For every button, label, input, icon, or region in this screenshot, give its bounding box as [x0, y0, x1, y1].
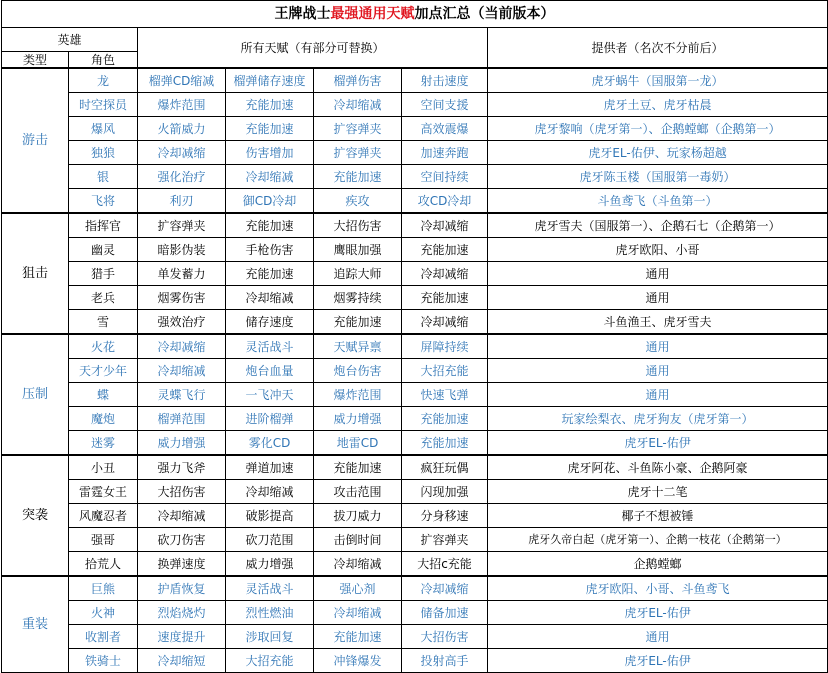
provider-cell: 虎牙陈玉楼（国服第一毒奶） — [488, 165, 828, 189]
provider-cell: 虎牙雪夫（国服第一）、企鹅石七（企鹅第一） — [488, 213, 828, 238]
table-row — [2, 334, 828, 359]
talent-cell: 地雷CD — [314, 431, 402, 456]
title-prefix: 王牌战士 — [274, 6, 331, 22]
talent-cell: 砍刀伤害 — [138, 528, 226, 552]
talent-cell: 高效震爆 — [402, 117, 488, 141]
providers-header: 提供者（名次不分前后） — [488, 28, 828, 69]
talent-cell: 强效治疗 — [138, 310, 226, 335]
group-3 — [2, 455, 828, 576]
table-row — [2, 93, 828, 117]
talent-cell: 爆炸范围 — [138, 93, 226, 117]
talent-cell: 威力增强 — [314, 407, 402, 431]
talent-cell: 充能加速 — [402, 407, 488, 431]
talent-cell: 强化治疗 — [138, 165, 226, 189]
talent-cell: 烈焰烧灼 — [138, 601, 226, 625]
talent-cell: 冷却减缩 — [138, 334, 226, 359]
provider-cell: 虎牙EL-佑伊 — [488, 431, 828, 456]
talent-cell: 充能加速 — [314, 455, 402, 480]
talent-cell: 灵活战斗 — [226, 576, 314, 601]
group-1 — [2, 213, 828, 334]
provider-cell: 企鹅螳螂 — [488, 552, 828, 577]
talent-cell: 换弹速度 — [138, 552, 226, 577]
talent-cell: 手枪伤害 — [226, 238, 314, 262]
role-cell: 火花 — [69, 334, 138, 359]
table-row — [2, 552, 828, 577]
talent-cell: 冷却缩减 — [314, 601, 402, 625]
table-row — [2, 141, 828, 165]
talent-cell: 扩容弹夹 — [314, 141, 402, 165]
talent-cell: 冷却缩减 — [314, 552, 402, 577]
talent-cell: 速度提升 — [138, 625, 226, 649]
talent-cell: 充能加速 — [314, 625, 402, 649]
table-row — [2, 238, 828, 262]
talent-cell: 鹰眼加强 — [314, 238, 402, 262]
talent-cell: 空间持续 — [402, 165, 488, 189]
talent-cell: 扩容弹夹 — [138, 213, 226, 238]
table-row — [2, 407, 828, 431]
talent-cell: 分身移速 — [402, 504, 488, 528]
talent-cell: 烟雾伤害 — [138, 286, 226, 310]
talent-cell: 充能加速 — [402, 238, 488, 262]
table-row — [2, 625, 828, 649]
role-cell: 指挥官 — [69, 213, 138, 238]
role-cell: 收割者 — [69, 625, 138, 649]
talent-cell: 扩容弹夹 — [314, 117, 402, 141]
role-cell: 银 — [69, 165, 138, 189]
talent-cell: 击倒时间 — [314, 528, 402, 552]
table-row — [2, 165, 828, 189]
talent-cell: 烈性燃油 — [226, 601, 314, 625]
talent-cell: 快速飞弹 — [402, 383, 488, 407]
provider-cell: 通用 — [488, 334, 828, 359]
role-cell: 迷雾 — [69, 431, 138, 456]
talent-cell: 御CD冷却 — [226, 189, 314, 214]
provider-cell: 虎牙欧阳、小哥、斗鱼鸢飞 — [488, 576, 828, 601]
provider-cell: 虎牙土豆、虎牙枯晨 — [488, 93, 828, 117]
talent-cell: 威力增强 — [226, 552, 314, 577]
talent-cell: 冷却缩减 — [138, 359, 226, 383]
provider-cell: 通用 — [488, 625, 828, 649]
talent-cell: 进阶榴弹 — [226, 407, 314, 431]
talent-cell: 冲锋爆发 — [314, 649, 402, 673]
talent-cell: 炮台血量 — [226, 359, 314, 383]
talent-cell: 大招伤害 — [402, 625, 488, 649]
role-cell: 老兵 — [69, 286, 138, 310]
type-cell: 重装 — [2, 576, 69, 673]
type-cell: 游击 — [2, 68, 69, 213]
talent-cell: 爆炸范围 — [314, 383, 402, 407]
talent-cell: 破影提高 — [226, 504, 314, 528]
role-cell: 火神 — [69, 601, 138, 625]
talent-cell: 充能加速 — [314, 310, 402, 335]
talent-cell: 射击速度 — [402, 68, 488, 93]
role-cell: 飞将 — [69, 189, 138, 214]
talent-cell: 烟雾持续 — [314, 286, 402, 310]
talent-cell: 冷却缩减 — [226, 480, 314, 504]
talent-cell: 投射高手 — [402, 649, 488, 673]
provider-cell: 虎牙蜗牛（国服第一龙） — [488, 68, 828, 93]
role-cell: 天才少年 — [69, 359, 138, 383]
table-row — [2, 383, 828, 407]
talent-cell: 屏障持续 — [402, 334, 488, 359]
talent-summary-table — [1, 0, 828, 673]
role-header: 角色 — [69, 52, 138, 69]
role-cell: 魔炮 — [69, 407, 138, 431]
table-row — [2, 649, 828, 673]
talent-cell: 冷却减缩 — [138, 141, 226, 165]
provider-cell: 虎牙EL-佑伊 — [488, 649, 828, 673]
provider-cell: 通用 — [488, 286, 828, 310]
talent-cell: 涉取回复 — [226, 625, 314, 649]
table-row — [2, 286, 828, 310]
title-suffix: 加点汇总（当前版本） — [414, 6, 555, 22]
group-2 — [2, 334, 828, 455]
provider-cell: 虎牙十二笔 — [488, 480, 828, 504]
role-cell: 龙 — [69, 68, 138, 93]
table-row — [2, 576, 828, 601]
provider-cell: 虎牙EL-佑伊、玩家杨超越 — [488, 141, 828, 165]
talent-cell: 弹道加速 — [226, 455, 314, 480]
talent-cell: 储存速度 — [226, 310, 314, 335]
role-cell: 爆风 — [69, 117, 138, 141]
role-cell: 蝶 — [69, 383, 138, 407]
talent-cell: 冷却缩短 — [138, 649, 226, 673]
talent-cell: 天赋异禀 — [314, 334, 402, 359]
type-cell: 突袭 — [2, 455, 69, 576]
talent-cell: 一飞冲天 — [226, 383, 314, 407]
talent-cell: 伤害增加 — [226, 141, 314, 165]
role-cell: 巨熊 — [69, 576, 138, 601]
role-cell: 小丑 — [69, 455, 138, 480]
talent-cell: 大招充能 — [226, 649, 314, 673]
role-cell: 雪 — [69, 310, 138, 335]
talent-cell: 强力飞斧 — [138, 455, 226, 480]
role-cell: 独狼 — [69, 141, 138, 165]
talent-cell: 空间支援 — [402, 93, 488, 117]
title-highlight: 最强通用天赋 — [330, 6, 415, 22]
talent-cell: 护盾恢复 — [138, 576, 226, 601]
talent-cell: 火箭威力 — [138, 117, 226, 141]
talent-cell: 榴弹CD缩减 — [138, 68, 226, 93]
talent-cell: 大招伤害 — [314, 213, 402, 238]
type-cell: 狙击 — [2, 213, 69, 334]
talent-cell: 充能加速 — [226, 262, 314, 286]
provider-cell: 虎牙黎响（虎牙第一）、企鹅螳螂（企鹅第一） — [488, 117, 828, 141]
talent-cell: 炮台伤害 — [314, 359, 402, 383]
talent-cell: 储备加速 — [402, 601, 488, 625]
talent-cell: 疾攻 — [314, 189, 402, 214]
talent-cell: 闪现加强 — [402, 480, 488, 504]
provider-cell: 虎牙久帝白起（虎牙第一）、企鹅一枝花（企鹅第一） — [488, 528, 828, 552]
talent-cell: 单发蓄力 — [138, 262, 226, 286]
talent-cell: 砍刀范围 — [226, 528, 314, 552]
table-row — [2, 528, 828, 552]
talent-cell: 大招伤害 — [138, 480, 226, 504]
group-0 — [2, 68, 828, 213]
talent-cell: 冷却缩减 — [226, 165, 314, 189]
provider-cell: 通用 — [488, 359, 828, 383]
table-row — [2, 601, 828, 625]
role-cell: 拾荒人 — [69, 552, 138, 577]
provider-cell: 虎牙阿花、斗鱼陈小豪、企鹅阿豪 — [488, 455, 828, 480]
table-row — [2, 359, 828, 383]
talent-cell: 冷却缩减 — [314, 93, 402, 117]
talent-cell: 榴弹伤害 — [314, 68, 402, 93]
talent-cell: 充能加速 — [226, 93, 314, 117]
talent-cell: 灵蝶飞行 — [138, 383, 226, 407]
talent-cell: 暗影伪装 — [138, 238, 226, 262]
table-row — [2, 431, 828, 456]
talent-cell: 雾化CD — [226, 431, 314, 456]
role-cell: 风魔忍者 — [69, 504, 138, 528]
hero-header: 英雄 — [2, 28, 138, 52]
talent-cell: 冷却缩减 — [138, 504, 226, 528]
talent-cell: 榴弹范围 — [138, 407, 226, 431]
talent-cell: 冷却减缩 — [402, 213, 488, 238]
talent-cell: 攻CD冷却 — [402, 189, 488, 214]
provider-cell: 通用 — [488, 383, 828, 407]
talent-cell: 扩容弹夹 — [402, 528, 488, 552]
table-row — [2, 117, 828, 141]
talent-cell: 充能加速 — [314, 165, 402, 189]
talent-cell: 加速奔跑 — [402, 141, 488, 165]
type-cell: 压制 — [2, 334, 69, 455]
talent-cell: 冷却减缩 — [402, 262, 488, 286]
role-cell: 铁骑士 — [69, 649, 138, 673]
talent-cell: 冷却减缩 — [402, 310, 488, 335]
provider-cell: 通用 — [488, 262, 828, 286]
talent-cell: 拔刀威力 — [314, 504, 402, 528]
talent-cell: 冷却减缩 — [402, 576, 488, 601]
talent-cell: 疯狂玩偶 — [402, 455, 488, 480]
talent-cell: 威力增强 — [138, 431, 226, 456]
talent-cell: 大招c充能 — [402, 552, 488, 577]
talent-cell: 充能加速 — [226, 117, 314, 141]
provider-cell: 椰子不想被锤 — [488, 504, 828, 528]
table-row — [2, 310, 828, 335]
table-row — [2, 504, 828, 528]
talent-cell: 榴弹储存速度 — [226, 68, 314, 93]
table-row — [2, 68, 828, 93]
table-row — [2, 455, 828, 480]
talents-header: 所有天赋（有部分可替换） — [138, 28, 488, 69]
talent-cell: 充能加速 — [402, 286, 488, 310]
provider-cell: 玩家绘梨衣、虎牙狗友（虎牙第一） — [488, 407, 828, 431]
talent-cell: 充能加速 — [402, 431, 488, 456]
role-cell: 猎手 — [69, 262, 138, 286]
role-cell: 强哥 — [69, 528, 138, 552]
table-title — [2, 1, 828, 28]
table-row — [2, 189, 828, 214]
role-cell: 时空探员 — [69, 93, 138, 117]
provider-cell: 斗鱼鸢飞（斗鱼第一） — [488, 189, 828, 214]
talent-cell: 追踪大师 — [314, 262, 402, 286]
talent-cell: 冷却缩减 — [226, 286, 314, 310]
role-cell: 幽灵 — [69, 238, 138, 262]
talent-cell: 大招充能 — [402, 359, 488, 383]
talent-cell: 攻击范围 — [314, 480, 402, 504]
table-row — [2, 262, 828, 286]
group-4 — [2, 576, 828, 673]
provider-cell: 虎牙EL-佑伊 — [488, 601, 828, 625]
talent-cell: 灵活战斗 — [226, 334, 314, 359]
talent-cell: 强心剂 — [314, 576, 402, 601]
talent-cell: 充能加速 — [226, 213, 314, 238]
table-row — [2, 213, 828, 238]
type-header: 类型 — [2, 52, 69, 69]
talent-cell: 利刃 — [138, 189, 226, 214]
provider-cell: 虎牙欧阳、小哥 — [488, 238, 828, 262]
table-row — [2, 480, 828, 504]
provider-cell: 斗鱼渔王、虎牙雪夫 — [488, 310, 828, 335]
role-cell: 雷霆女王 — [69, 480, 138, 504]
